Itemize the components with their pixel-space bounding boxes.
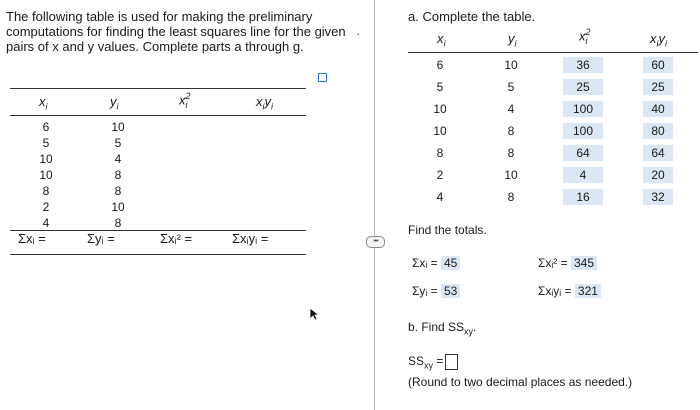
right-y-cell: 10 bbox=[504, 58, 518, 72]
left-x-cell: 2 bbox=[42, 200, 50, 214]
right-x-cell: 8 bbox=[436, 146, 444, 160]
x2-answer-field[interactable]: 64 bbox=[563, 145, 603, 161]
header-xi-squared: $x^2_i$ bbox=[179, 91, 191, 110]
table-header-rule bbox=[10, 115, 306, 116]
question-intro: The following table is used for making the preliminary computations for finding the least squares line for the given pairs of x and y values. Complete parts a through g. bbox=[6, 9, 346, 54]
sum-x-total bbox=[412, 256, 460, 270]
left-y-cell: 4 bbox=[114, 152, 122, 166]
x2-answer-field[interactable]: 100 bbox=[563, 123, 603, 139]
right-x-cell: 10 bbox=[433, 124, 447, 138]
right-y-cell: 5 bbox=[507, 80, 515, 94]
x2-answer-field[interactable]: 100 bbox=[563, 101, 603, 117]
header-xiyi: $x_iy_i$ bbox=[256, 94, 273, 112]
table-top-rule bbox=[10, 88, 306, 89]
right-x-cell: 2 bbox=[436, 168, 444, 182]
sum-x-label: Σxᵢ = bbox=[412, 256, 438, 270]
x2-answer-field[interactable]: 36 bbox=[563, 57, 603, 73]
sum-xy-label: Σxᵢyᵢ = bbox=[232, 231, 269, 246]
part-b-prompt: b. Find $SS_{xy}$. bbox=[408, 320, 477, 337]
sum-x2-label: Σxᵢ² = bbox=[160, 231, 193, 246]
copy-icon[interactable] bbox=[318, 73, 327, 82]
sum-x2-total bbox=[538, 256, 597, 270]
left-y-cell: 10 bbox=[111, 200, 125, 214]
sum-y-total bbox=[412, 284, 460, 298]
sum-xy-field[interactable]: 321 bbox=[575, 284, 601, 298]
sum-x-field[interactable]: 45 bbox=[441, 256, 460, 270]
xy-answer-field[interactable]: 40 bbox=[643, 101, 673, 117]
sum-y-label: Σyᵢ = bbox=[412, 284, 438, 298]
rounding-note: (Round to two decimal places as needed.) bbox=[408, 375, 633, 389]
left-y-cell: 8 bbox=[114, 184, 122, 198]
header-xi: $x_i$ bbox=[437, 31, 446, 49]
right-y-cell: 8 bbox=[507, 124, 515, 138]
mouse-cursor-icon bbox=[309, 307, 319, 321]
x2-answer-field[interactable]: 4 bbox=[563, 167, 603, 183]
ssxy-line: $SS_{xy}$ = bbox=[408, 354, 458, 371]
left-y-cell: 8 bbox=[114, 168, 122, 182]
left-x-cell: 6 bbox=[42, 120, 50, 134]
left-x-cell: 10 bbox=[39, 152, 53, 166]
right-y-cell: 8 bbox=[507, 146, 515, 160]
right-x-cell: 4 bbox=[436, 190, 444, 204]
sum-x2-field[interactable]: 345 bbox=[571, 256, 597, 270]
header-yi: $y_i$ bbox=[508, 31, 517, 49]
left-x-cell: 4 bbox=[42, 216, 50, 230]
sum-y-field[interactable]: 53 bbox=[441, 284, 460, 298]
part-a-title: a. Complete the table. bbox=[408, 9, 536, 24]
sum-xy-total bbox=[538, 284, 601, 298]
header-yi: $y_i$ bbox=[110, 94, 119, 112]
xy-answer-field[interactable]: 64 bbox=[643, 145, 673, 161]
sum-y-label: Σyᵢ = bbox=[87, 231, 115, 246]
left-y-cell: 8 bbox=[114, 216, 122, 230]
sum-x2-label: Σxᵢ² = bbox=[538, 256, 568, 270]
xy-answer-field[interactable]: 80 bbox=[643, 123, 673, 139]
pane-divider[interactable] bbox=[374, 0, 375, 410]
sum-xy-label: Σxᵢyᵢ = bbox=[538, 284, 572, 298]
x2-answer-field[interactable]: 16 bbox=[563, 189, 603, 205]
ssxy-input[interactable] bbox=[445, 354, 458, 370]
xy-answer-field[interactable]: 32 bbox=[643, 189, 673, 205]
left-x-cell: 8 bbox=[42, 184, 50, 198]
x2-answer-field[interactable]: 25 bbox=[563, 79, 603, 95]
left-y-cell: 10 bbox=[111, 120, 125, 134]
sum-x-label: Σxᵢ = bbox=[18, 231, 46, 246]
header-xi: $x_i$ bbox=[39, 94, 48, 112]
right-y-cell: 8 bbox=[507, 190, 515, 204]
right-x-cell: 5 bbox=[436, 80, 444, 94]
left-x-cell: 5 bbox=[42, 136, 50, 150]
table-header-rule bbox=[408, 52, 698, 53]
right-x-cell: 10 bbox=[433, 102, 447, 116]
xy-answer-field[interactable]: 20 bbox=[643, 167, 673, 183]
pane-resize-handle[interactable]: ••• bbox=[366, 236, 385, 248]
ssxy-label: SS bbox=[408, 354, 425, 369]
answer-pane bbox=[395, 0, 700, 410]
header-xi-squared: $x^2_i$ bbox=[579, 27, 591, 46]
left-x-cell: 10 bbox=[39, 168, 53, 182]
right-x-cell: 6 bbox=[436, 58, 444, 72]
xy-answer-field[interactable]: 60 bbox=[643, 57, 673, 73]
xy-answer-field[interactable]: 25 bbox=[643, 79, 673, 95]
sums-bottom-rule bbox=[10, 254, 306, 255]
left-y-cell: 5 bbox=[114, 136, 122, 150]
header-xiyi: $x_iy_i$ bbox=[650, 31, 667, 49]
find-totals-label: Find the totals. bbox=[408, 223, 487, 237]
dot-marker: · bbox=[356, 26, 361, 41]
right-y-cell: 10 bbox=[504, 168, 518, 182]
right-y-cell: 4 bbox=[507, 102, 515, 116]
